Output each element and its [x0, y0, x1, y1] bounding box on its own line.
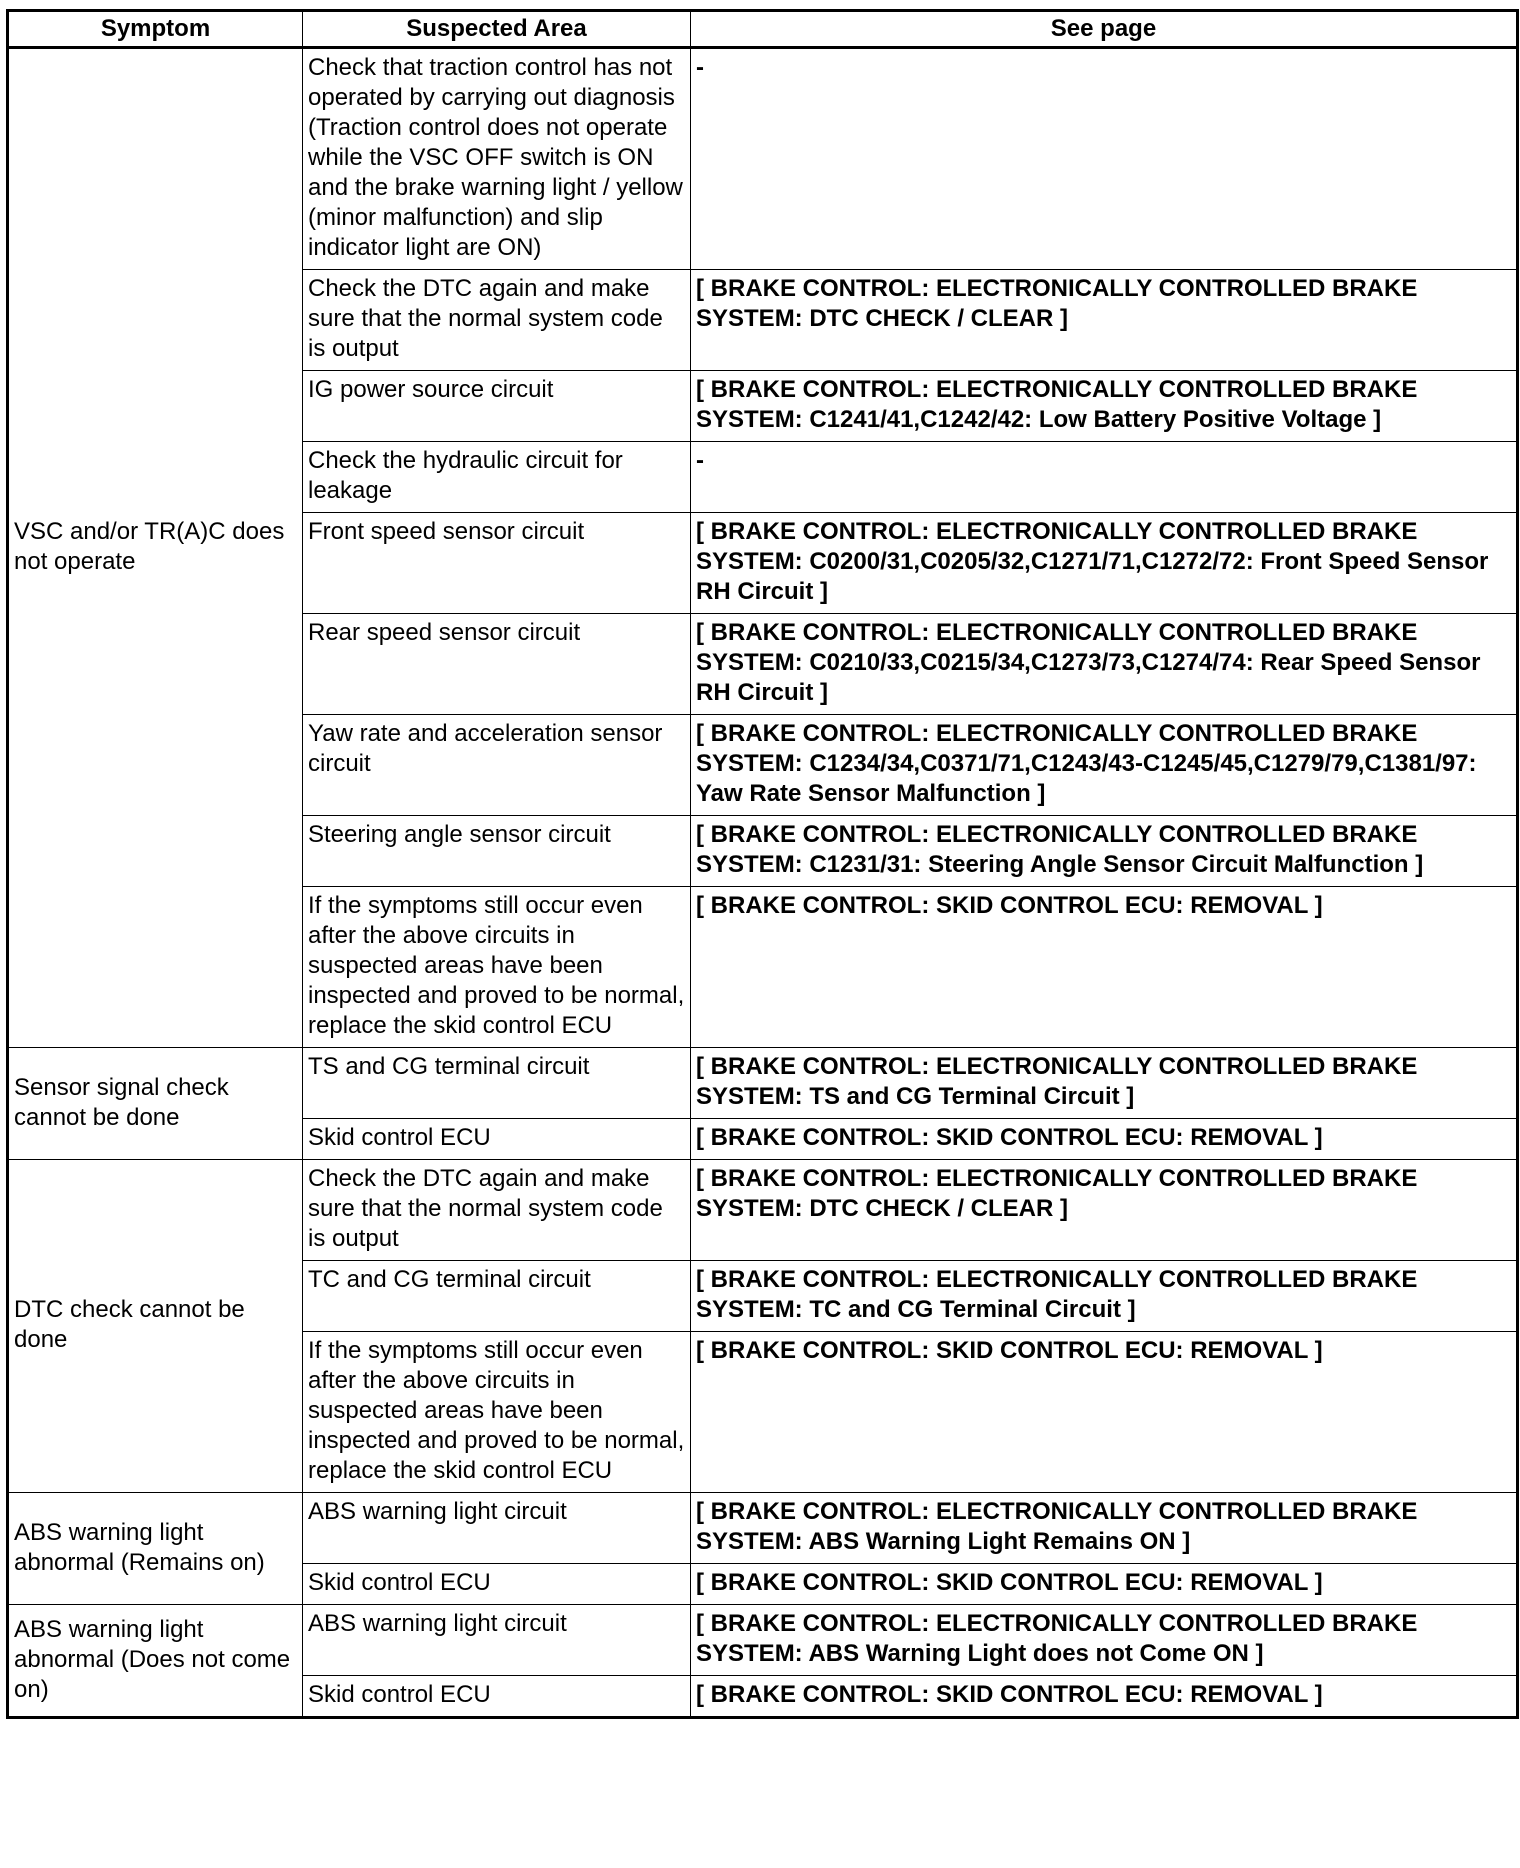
suspected-area-cell: Skid control ECU [303, 1119, 691, 1160]
suspected-area-cell: Check the DTC again and make sure that the normal system code is output [303, 270, 691, 371]
see-page-cell: [ BRAKE CONTROL: ELECTRONICALLY CONTROLLED BRAKE SYSTEM: C0210/33,C0215/34,C1273/73,C1274/74: Rear Speed Sensor RH Circuit ] [691, 614, 1518, 715]
see-page-cell: [ BRAKE CONTROL: SKID CONTROL ECU: REMOVAL ] [691, 1564, 1518, 1605]
table-row [8, 1048, 1518, 1119]
suspected-area-cell: Skid control ECU [303, 1676, 691, 1718]
suspected-area-cell: Check that traction control has not operated by carrying out diagnosis (Traction control does not operate while the VSC OFF switch is ON and the brake warning light / yellow (minor malfunction) and slip indicator light are ON) [303, 48, 691, 270]
see-page-cell: [ BRAKE CONTROL: SKID CONTROL ECU: REMOVAL ] [691, 1332, 1518, 1493]
table-row [8, 48, 1518, 270]
diagnosis-table [6, 9, 1519, 1719]
symptom-cell: ABS warning light abnormal (Does not come on) [8, 1605, 303, 1718]
see-page-cell: [ BRAKE CONTROL: SKID CONTROL ECU: REMOVAL ] [691, 1676, 1518, 1718]
suspected-area-cell: Rear speed sensor circuit [303, 614, 691, 715]
see-page-cell: - [691, 442, 1518, 513]
see-page-cell: [ BRAKE CONTROL: ELECTRONICALLY CONTROLLED BRAKE SYSTEM: C1234/34,C0371/71,C1243/43-C1245/45,C1279/79,C1381/97: Yaw Rate Sensor Malfunction ] [691, 715, 1518, 816]
see-page-cell: [ BRAKE CONTROL: ELECTRONICALLY CONTROLLED BRAKE SYSTEM: ABS Warning Light Remains ON ] [691, 1493, 1518, 1564]
symptom-cell: VSC and/or TR(A)C does not operate [8, 48, 303, 1048]
symptom-cell: Sensor signal check cannot be done [8, 1048, 303, 1160]
suspected-area-cell: Skid control ECU [303, 1564, 691, 1605]
suspected-area-cell: ABS warning light circuit [303, 1493, 691, 1564]
suspected-area-cell: If the symptoms still occur even after the above circuits in suspected areas have been inspected and proved to be normal, replace the skid control ECU [303, 1332, 691, 1493]
suspected-area-cell: Front speed sensor circuit [303, 513, 691, 614]
suspected-area-cell: TS and CG terminal circuit [303, 1048, 691, 1119]
see-page-cell: [ BRAKE CONTROL: ELECTRONICALLY CONTROLLED BRAKE SYSTEM: C1241/41,C1242/42: Low Battery Positive Voltage ] [691, 371, 1518, 442]
table-row [8, 1605, 1518, 1676]
see-page-cell: [ BRAKE CONTROL: ELECTRONICALLY CONTROLLED BRAKE SYSTEM: DTC CHECK / CLEAR ] [691, 270, 1518, 371]
suspected-area-cell: Check the hydraulic circuit for leakage [303, 442, 691, 513]
see-page-cell: [ BRAKE CONTROL: ELECTRONICALLY CONTROLLED BRAKE SYSTEM: ABS Warning Light does not Come ON ] [691, 1605, 1518, 1676]
table-header-row [8, 11, 1518, 48]
symptom-cell: ABS warning light abnormal (Remains on) [8, 1493, 303, 1605]
see-page-cell: [ BRAKE CONTROL: ELECTRONICALLY CONTROLLED BRAKE SYSTEM: TC and CG Terminal Circuit ] [691, 1261, 1518, 1332]
suspected-area-cell: TC and CG terminal circuit [303, 1261, 691, 1332]
symptom-cell: DTC check cannot be done [8, 1160, 303, 1493]
header-symptom: Symptom [8, 11, 303, 48]
suspected-area-cell: If the symptoms still occur even after the above circuits in suspected areas have been inspected and proved to be normal, replace the skid control ECU [303, 887, 691, 1048]
suspected-area-cell: IG power source circuit [303, 371, 691, 442]
see-page-cell: [ BRAKE CONTROL: SKID CONTROL ECU: REMOVAL ] [691, 1119, 1518, 1160]
table-row [8, 1493, 1518, 1564]
suspected-area-cell: ABS warning light circuit [303, 1605, 691, 1676]
header-suspected-area: Suspected Area [303, 11, 691, 48]
see-page-cell: - [691, 48, 1518, 270]
table-row [8, 1160, 1518, 1261]
see-page-cell: [ BRAKE CONTROL: SKID CONTROL ECU: REMOVAL ] [691, 887, 1518, 1048]
suspected-area-cell: Steering angle sensor circuit [303, 816, 691, 887]
suspected-area-cell: Check the DTC again and make sure that the normal system code is output [303, 1160, 691, 1261]
header-see-page: See page [691, 11, 1518, 48]
see-page-cell: [ BRAKE CONTROL: ELECTRONICALLY CONTROLLED BRAKE SYSTEM: C0200/31,C0205/32,C1271/71,C1272/72: Front Speed Sensor RH Circuit ] [691, 513, 1518, 614]
see-page-cell: [ BRAKE CONTROL: ELECTRONICALLY CONTROLLED BRAKE SYSTEM: DTC CHECK / CLEAR ] [691, 1160, 1518, 1261]
suspected-area-cell: Yaw rate and acceleration sensor circuit [303, 715, 691, 816]
see-page-cell: [ BRAKE CONTROL: ELECTRONICALLY CONTROLLED BRAKE SYSTEM: C1231/31: Steering Angle Sensor Circuit Malfunction ] [691, 816, 1518, 887]
see-page-cell: [ BRAKE CONTROL: ELECTRONICALLY CONTROLLED BRAKE SYSTEM: TS and CG Terminal Circuit ] [691, 1048, 1518, 1119]
